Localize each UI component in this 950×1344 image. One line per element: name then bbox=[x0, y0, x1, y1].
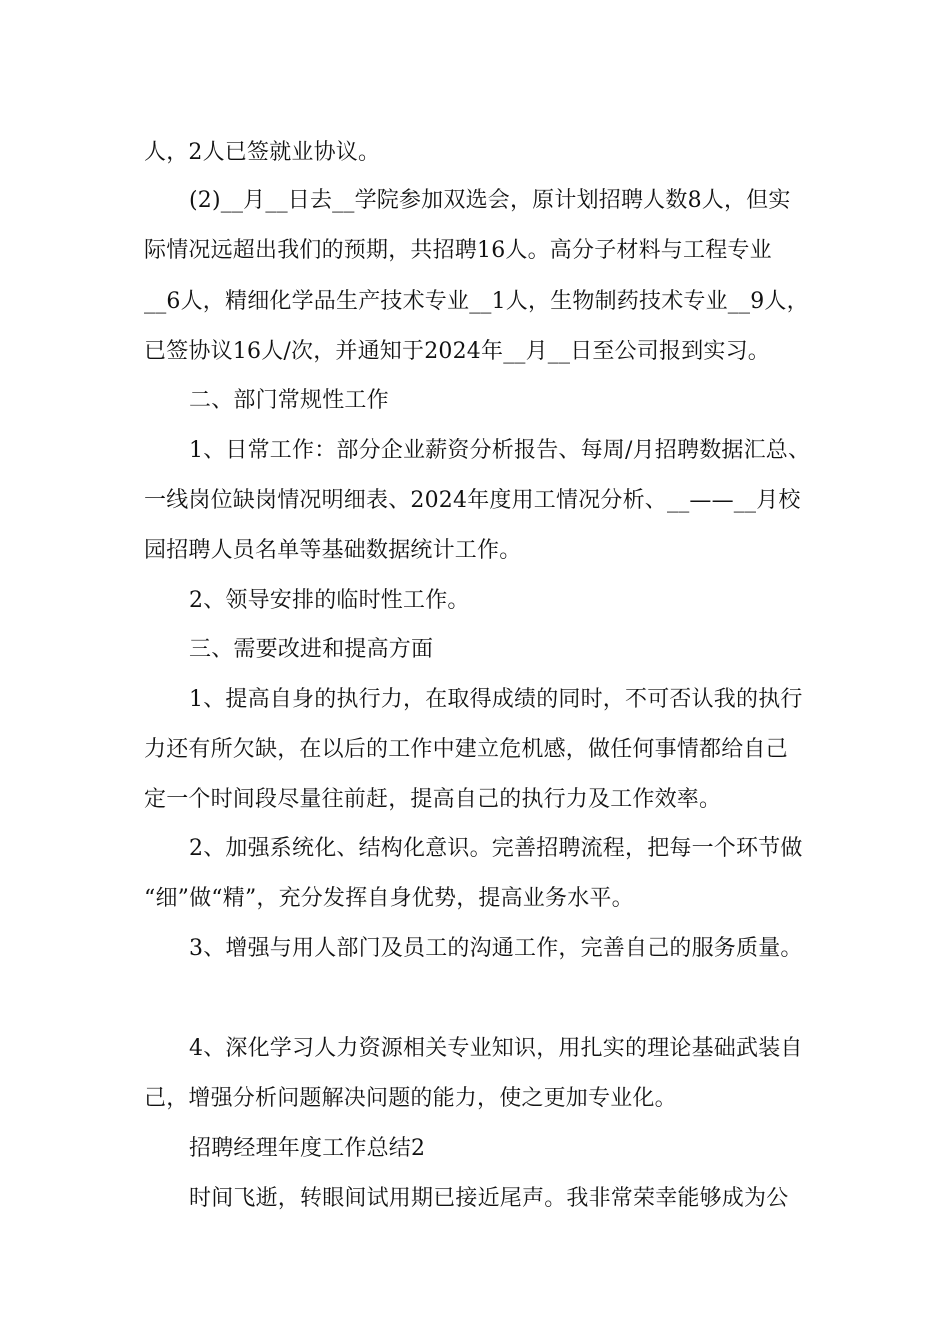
paragraph-start: 4、深化学习人力资源相关专业知识，用扎实的理论基础武装自 bbox=[189, 1036, 803, 1061]
paragraph-start: 时间飞逝，转眼间试用期已接近尾声。我非常荣幸能够成为公 bbox=[189, 1186, 789, 1211]
paragraph-start: 1、提高自身的执行力，在取得成绩的同时，不可否认我的执行 bbox=[189, 687, 803, 712]
paragraph-start: 2、领导安排的临时性工作。 bbox=[189, 588, 470, 613]
text-line: 定一个时间段尽量往前赶，提高自己的执行力及工作效率。 bbox=[144, 787, 722, 812]
section-heading: 招聘经理年度工作总结2 bbox=[189, 1136, 426, 1161]
section-heading: 三、需要改进和提高方面 bbox=[189, 637, 434, 662]
text-line: 园招聘人员名单等基础数据统计工作。 bbox=[144, 538, 522, 563]
text-line: 力还有所欠缺，在以后的工作中建立危机感，做任何事情都给自己 bbox=[144, 737, 788, 762]
text-line: 一线岗位缺岗情况明细表、2024年度用工情况分析、__——__月校 bbox=[144, 488, 801, 513]
paragraph-start: 2、加强系统化、结构化意识。完善招聘流程，把每一个环节做 bbox=[189, 836, 803, 861]
text-line: 人，2人已签就业协议。 bbox=[144, 140, 381, 165]
paragraph-start: 1、日常工作：部分企业薪资分析报告、每周/月招聘数据汇总、 bbox=[189, 438, 811, 463]
text-line: 己，增强分析问题解决问题的能力，使之更加专业化。 bbox=[144, 1086, 677, 1111]
text-line: 际情况远超出我们的预期，共招聘16人。高分子材料与工程专业 bbox=[144, 238, 772, 263]
text-line: 已签协议16人/次，并通知于2024年__月__日至公司报到实习。 bbox=[144, 339, 770, 364]
text-line: “细”做“精”，充分发挥自身优势，提高业务水平。 bbox=[144, 886, 634, 911]
paragraph-start: (2)__月__日去__学院参加双选会，原计划招聘人数8人，但实 bbox=[189, 188, 791, 213]
paragraph-start: 3、增强与用人部门及员工的沟通工作，完善自己的服务质量。 bbox=[189, 936, 803, 961]
text-line: __6人，精细化学品生产技术专业__1人，生物制药技术专业__9人， bbox=[144, 289, 809, 314]
section-heading: 二、部门常规性工作 bbox=[189, 388, 389, 413]
